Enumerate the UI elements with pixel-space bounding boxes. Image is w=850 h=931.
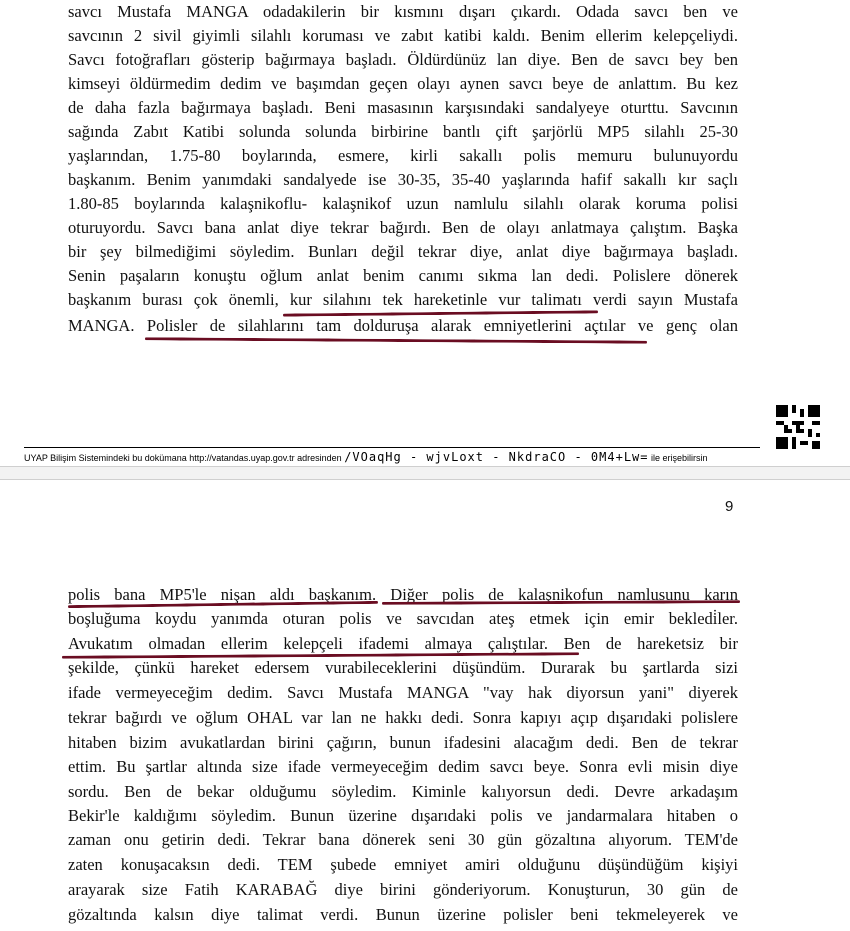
text-line: kimseyi öldürmedim dedim ve başımdan geçen olayı aynen savcı beye de anlattım. Bu kez (68, 74, 738, 93)
page-number: 9 (725, 498, 734, 515)
text-line: polis bana MP5'le nişan aldı başkanım. Diğer polis de kalaşnikofun namlusunu karın (68, 585, 738, 604)
text-line: tekrar bağırdı ve oğlum OHAL var lan ne hakkı dedi. Sonra kapıyı açıp dışarıdaki polislere (68, 708, 738, 727)
text-line: gözaltında kalsın diye talimat verdi. Bunun üzerine polisler beni tekmeleyerek ve (68, 905, 738, 924)
text-line: hitaben bizim avukatlardan birini çağırın, bunun ifadesini alacağım dedi. Ben de tekrar (68, 733, 738, 752)
text-line: başkanım burası çok önemli, kur silahını tek hareketinle vur talimatı verdi sayın Mustafa (68, 290, 738, 309)
footer-prefix: UYAP Bilişim Sistemindeki bu dokümana http://vatandas.uyap.gov.tr adresinden (24, 453, 342, 463)
text-line: Bekir'le kaldığımı söyledim. Bunun üzerine dışarıdaki polis ve jandarmalara hitaben o (68, 806, 738, 825)
text-line: sordu. Ben de bekar olduğumu söyledim. Kiminle kalıyorsun dedi. Devre arkadaşım (68, 782, 738, 801)
text-line: savcı Mustafa MANGA odadakilerin bir kısmını dışarı çıkardı. Odada savcı ben ve (68, 2, 738, 21)
uyap-footer (24, 450, 759, 464)
page-separator (0, 466, 850, 480)
text-line: MANGA. Polisler de silahlarını tam dolduruşa alarak emniyetlerini açtılar ve genç olan (68, 316, 738, 335)
highlight-underline (145, 337, 647, 344)
text-line: bir şey bilmediğimi söyledim. Bunları değil tekrar diye, anlat diye bağırmaya başladı. (68, 242, 738, 261)
text-line: ettim. Bu şartlar altında size ifade vermeyeceğim dedim savcı beye. Sonra evli misin diye (68, 757, 738, 776)
text-line: başkanım. Benim yanımdaki sandalyede ise 30-35, 35-40 yaşlarında hafif sakallı kır saçlı (68, 170, 738, 189)
text-line: arayarak size Fatih KARABAĞ diye birini gönderiyorum. Konuşturun, 30 gün de (68, 880, 738, 899)
text-line: savcının 2 sivil giyimli silahlı koruması ve zabıt katibi kaldı. Benim ellerim kelepçeliydi. (68, 26, 738, 45)
text-line: de daha fazla bağırmaya başladı. Beni masasının karşısındaki sandalyeye oturttu. Savcının (68, 98, 738, 117)
document-code: /VOaqHg - wjvLoxt - NkdraCO - 0M4+Lw= (344, 450, 649, 464)
text-line: şekilde, çünkü hareket edersem vurabileceklerini düşündüm. Durarak bu şartlarda sizi (68, 658, 738, 677)
text-line: ifade vermeyeceğim dedim. Savcı Mustafa MANGA "vay hak diyorsun yani" diyerek (68, 683, 738, 702)
text-line: Savcı fotoğrafları gösterip bağırmaya başladı. Öldürdünüz lan diye. Ben de savcı bey ben (68, 50, 738, 69)
qr-code-icon (776, 405, 820, 449)
text-line: Senin paşaların konuştu oğlum anlat benim canımı sıkma lan dedi. Polislere dönerek (68, 266, 738, 285)
text-line: zaten konuşacaksın dedi. TEM şubede emniyet amiri olduğunu düşündüğüm kişiyi (68, 855, 738, 874)
text-line: boşluğuma koydu yanımda oturan polis ve savcıdan ateş etmek için emir bekledi̇ler. (68, 609, 738, 628)
footer-suffix: ile erişebilirsin (651, 453, 708, 463)
footer-rule (24, 447, 760, 448)
text-line: zaman onu getirin dedi. Tekrar bana dönerek seni 30 gün gözaltına alıyorum. TEM'de (68, 830, 738, 849)
text-line: yaşlarından, 1.75-80 boylarında, esmere, kirli sakallı polis memuru bulunuyordu (68, 146, 738, 165)
text-line: oturuyordu. Savcı bana anlat diye tekrar bağırdı. Ben de olayı anlatmaya çalıştım. Başka (68, 218, 738, 237)
text-line: sağında Zabıt Katibi solunda solunda birbirine bantlı çift şarjörlü MP5 silahlı 25-30 (68, 122, 738, 141)
text-line: Avukatım olmadan ellerim kelepçeli ifademi almaya çalıştılar. Ben de hareketsiz bir (68, 634, 738, 653)
text-line: 1.80-85 boylarında kalaşnikoflu- kalaşnikof uzun namlulu silahlı olarak koruma polisi (68, 194, 738, 213)
